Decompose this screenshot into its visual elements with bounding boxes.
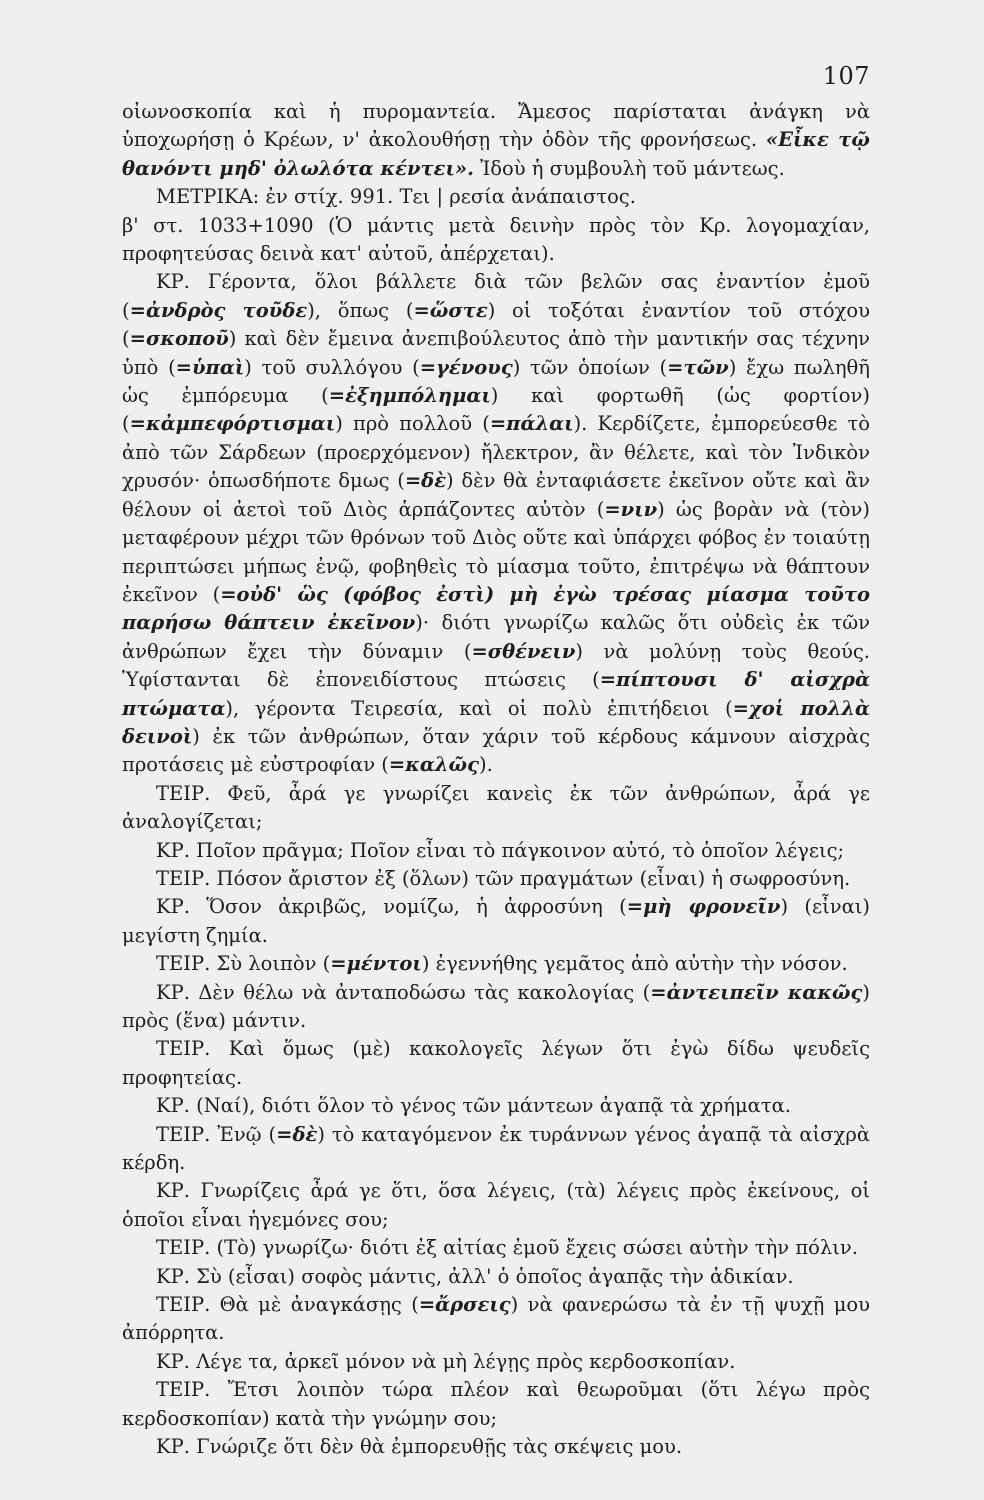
dialogue-gloss: =δὲ: [276, 1122, 318, 1146]
kreon-text: ), ὅπως (: [307, 298, 414, 322]
kreon-text: ) πρὸ πολλοῦ (: [335, 412, 490, 436]
intro-paragraph: [122, 98, 870, 183]
kreon-text: ). Κερδίζετε, ἐμπορεύεσθε τὸ ἀπὸ τῶν Σάρδεων (προερχόμενον) ἤλεκτρον, ἂν θέλετε, καὶ τὸν Ἰνδικὸν χρυσόν· ὁπωσδήποτε δμως (: [122, 412, 871, 493]
dialogue-text: ΤΕΙΡ. Καὶ ὅμως (μὲ) κακολογεῖς λέγων ὅτι ἐγὼ δίδω ψευδεῖς προφητείας.: [122, 1037, 870, 1089]
kreon-gloss: =νιν: [604, 497, 658, 521]
dialogue-line: [122, 979, 870, 1036]
kreon-gloss: =ὥστε: [413, 298, 488, 322]
intro-text-end: Ἰδοὺ ἡ συμβουλὴ τοῦ μάντεως.: [473, 156, 785, 180]
kreon-gloss: =γένους: [419, 355, 513, 379]
kreon-gloss: =οὐδ' ὣς (φόβος ἐστὶ) μὴ ἐγὼ τρέσας μίασμα τοῦτο παρήσω θάπτειν ἐκεῖνον: [122, 582, 870, 635]
dialogue-line: [122, 1376, 870, 1433]
kreon-gloss: =κἀμπεφόρτισμαι: [129, 412, 336, 436]
kreon-gloss: =δὲ: [404, 469, 447, 493]
kreon-text: ) δὲν θὰ ἐνταφιάσετε ἐκεῖνον οὔτε καὶ ἂν θέλουν οἱ ἀετοὶ τοῦ Διὸς ἁρπάζοντες αὐτὸν (: [122, 469, 870, 521]
dialogue-line: [122, 1177, 870, 1234]
kreon-text: ) καὶ δὲν ἔμεινα ἀνεπιβούλευτος ἀπὸ τὴν μαντικήν σας τέχνην ὑπὸ (: [122, 327, 870, 379]
intro-quote: «Εἶκε τῷ θανόντι μηδ' ὀλωλότα κέντει».: [122, 128, 870, 180]
dialogue-text: ΚΡ. Ὅσον ἀκριβῶς, νομίζω, ἡ ἀφροσύνη (: [156, 895, 627, 919]
dialogue-text: ΤΕΙΡ. Ἔτσι λοιπὸν τώρα πλέον καὶ θεωροῦμαι (ὅτι λέγω πρὸς κερδοσκοπίαν) κατὰ τὴν γνώμην σου;: [122, 1378, 870, 1430]
kreon-text: ) οἱ τοξόται ἐναντίον τοῦ στόχου (: [122, 298, 870, 351]
kreon-text: ), γέροντα Τειρεσία, καὶ οἱ πολὺ ἐπιτήδειοι (: [225, 696, 733, 720]
dialogue-text: ΚΡ. Ποῖον πρᾶγμα; Ποῖον εἶναι τὸ πάγκοινον αὐτό, τὸ ὁποῖον λέγεις;: [156, 838, 845, 862]
kreon-text: ) καὶ φορτωθῆ (ὡς φορτίον) (: [122, 384, 870, 436]
dialogue-text: ΚΡ. Λέγε τα, ἀρκεῖ μόνον νὰ μὴ λέγῃς πρὸς κερδοσκοπίαν.: [156, 1349, 736, 1373]
dialogue-line: [122, 1234, 870, 1262]
kreon-text: ΚΡ. Γέροντα, ὅλοι βάλλετε διὰ τῶν βελῶν σας ἐναντίον ἐμοῦ (: [122, 270, 870, 322]
dialogue-text: ) (εἶναι) μεγίστη ζημία.: [122, 895, 870, 947]
kreon-gloss: =ἐξημπόλημαι: [328, 384, 491, 408]
dialogue-line: [122, 1433, 870, 1461]
dialogue-text: ) νὰ φανερώσω τὰ ἐν τῇ ψυχῇ μου ἀπόρρητα.: [122, 1293, 870, 1345]
kreon-gloss: =σθένειν: [471, 639, 576, 663]
dialogue-text: ΚΡ. Δὲν θέλω νὰ ἀνταποδώσω τὰς κακολογίας (: [156, 980, 651, 1004]
kreon-text: ) τῶν ὁποίων (: [512, 355, 668, 379]
dialogue-gloss: =ἄρσεις: [418, 1293, 511, 1317]
dialogue-line: [122, 950, 870, 978]
dialogue-line: [122, 1348, 870, 1376]
dialogue-line: [122, 1092, 870, 1120]
kreon-text: ) ὡς βορὰν νὰ (τὸν) μεταφέρουν μέχρι τῶν θρόνων τοῦ Διὸς οὔτε καὶ ὑπάρχει φόβος ἐν τοιαύτῃ περιπτώσει μήπως ἐνῷ, φοβηθεὶς τὸ μίασμα τοῦτο, ἐπιτρέψω νὰ θάπτουν ἐκεῖνον (: [122, 497, 870, 606]
kreon-text: ) νὰ μολύνῃ τοὺς θεούς. Ὑφίστανται δὲ ἐπονειδίστους πτώσεις (: [122, 639, 871, 692]
dialogue-line: [122, 1291, 870, 1348]
dialogue-text: ΤΕΙΡ. Σὺ λοιπὸν (: [156, 952, 331, 976]
dialogue-line: [122, 1263, 870, 1291]
dialogue-text: ΚΡ. Σὺ (εἶσαι) σοφὸς μάντις, ἀλλ' ὁ ὁποῖος ἀγαπᾷς τὴν ἀδικίαν.: [156, 1264, 794, 1288]
kreon-gloss: =ἀνδρὸς τοῦδε: [129, 298, 308, 322]
kreon-gloss: =ὑπαὶ: [175, 355, 245, 379]
dialogue-text: ΚΡ. (Ναί), διότι ὅλον τὸ γένος τῶν μάντεων ἀγαπᾷ τὰ χρήματα.: [156, 1094, 791, 1118]
dialogue: [122, 780, 870, 1462]
dialogue-text: ΚΡ. Γνώριζε ὅτι δὲν θὰ ἐμπορευθῇς τὰς σκέψεις μου.: [156, 1435, 683, 1459]
metrika-line: ΜΕΤΡΙΚΑ: ἐν στίχ. 991. Τει | ρεσία ἀνάπαιστος.: [156, 185, 636, 209]
dialogue-text: ΤΕΙΡ. Ἐνῷ (: [156, 1122, 277, 1146]
dialogue-line: [122, 893, 870, 950]
kreon-gloss: =χοἱ πολλὰ δεινοὶ: [122, 696, 870, 748]
dialogue-gloss: =μὴ φρονεῖν: [626, 895, 781, 919]
intro-text: οἰωνοσκοπία καὶ ἡ πυρομαντεία. Ἄμεσος παρίσταται ἀνάγκη νὰ ὑποχωρήσῃ ὁ Κρέων, ν' ἀκολουθήσῃ τὴν ὁδὸν τῆς φρονήσεως.: [122, 100, 870, 152]
dialogue-line: [122, 1035, 870, 1092]
stage-direction: β' στ. 1033+1090 (Ὁ μάντις μετὰ δεινὴν πρὸς τὸν Κρ. λογομαχίαν, προφητεύσας δεινὰ κατ' αὐτοῦ, ἀπέρχεται).: [122, 213, 870, 266]
kreon-text: ) ἔχω πωληθῆ ὡς ἐμπόρευμα (: [122, 355, 870, 408]
kreon-speech: [122, 268, 870, 779]
dialogue-text: ) πρὸς (ἕνα) μάντιν.: [122, 980, 870, 1032]
dialogue-text: ΤΕΙΡ. Φεῦ, ἆρά γε γνωρίζει κανεὶς ἐκ τῶν ἀνθρώπων, ἆρά γε ἀναλογίζεται;: [122, 781, 870, 834]
kreon-gloss: =καλῶς: [388, 753, 479, 777]
kreon-text: ) τοῦ συλλόγου (: [244, 355, 420, 379]
dialogue-line: [122, 1121, 870, 1178]
kreon-gloss: =πίπτουσι δ' αἰσχρὰ πτώματα: [122, 668, 870, 720]
kreon-gloss: =σκοποῦ: [129, 327, 229, 351]
kreon-text: ) ἐκ τῶν ἀνθρώπων, ὅταν χάριν τοῦ κέρδους κάμνουν αἰσχρὰς προτάσεις μὲ εὐστροφίαν (: [122, 724, 870, 777]
kreon-gloss: =πάλαι: [489, 412, 574, 436]
dialogue-line: [122, 780, 870, 837]
dialogue-line: [122, 865, 870, 893]
dialogue-gloss: =μέντοι: [330, 952, 422, 976]
dialogue-text: ΤΕΙΡ. Πόσον ἄριστον ἐξ (ὅλων) τῶν πραγμάτων (εἶναι) ἡ σωφροσύνη.: [156, 866, 851, 890]
page-text: [122, 98, 870, 1462]
dialogue-gloss: =ἀντειπεῖν κακῶς: [650, 980, 863, 1004]
dialogue-text: ΤΕΙΡ. Θὰ μὲ ἀναγκάσῃς (: [156, 1293, 419, 1317]
dialogue-text: ΤΕΙΡ. (Τὸ) γνωρίζω· διότι ἐξ αἰτίας ἐμοῦ ἔχεις σώσει αὐτὴν τὴν πόλιν.: [156, 1236, 858, 1260]
kreon-gloss: =τῶν: [667, 355, 729, 379]
dialogue-text: ) ἐγεννήθης γεμᾶτος ἀπὸ αὐτὴν τὴν νόσον.: [421, 952, 848, 976]
page-number: 107: [822, 62, 870, 90]
dialogue-text: ) τὸ καταγόμενον ἐκ τυράννων γένος ἀγαπᾷ τὰ αἰσχρὰ κέρδη.: [122, 1122, 870, 1175]
kreon-text: ).: [478, 753, 493, 777]
dialogue-line: [122, 837, 870, 865]
dialogue-text: ΚΡ. Γνωρίζεις ἆρά γε ὅτι, ὅσα λέγεις, (τὰ) λέγεις πρὸς ἐκείνους, οἱ ὁποῖοι εἶναι ἡγεμόνες σου;: [122, 1179, 870, 1231]
kreon-text: )· διότι γνωρίζω καλῶς ὅτι οὐδεὶς ἐκ τῶν ἀνθρώπων ἔχει τὴν δύναμιν (: [122, 611, 870, 663]
